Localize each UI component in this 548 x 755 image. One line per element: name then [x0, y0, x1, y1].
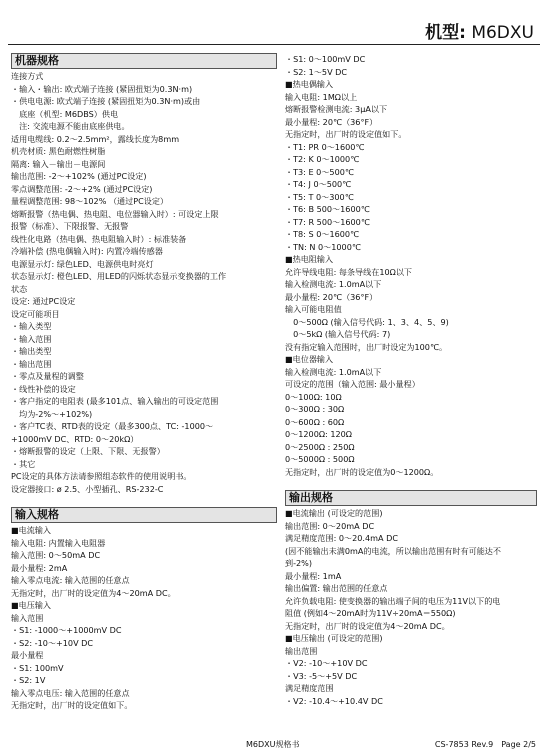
text-line: 0～600Ω : 60Ω [285, 416, 345, 427]
text-line: 0～1200Ω: 120Ω [285, 429, 352, 439]
text-line: ・客户指定的电阻表 (最多101点、输入输出的可设定范围 [11, 396, 219, 406]
text-line: ・T4: J 0～500℃ [285, 179, 352, 189]
text-line: 输入检测电流: 1.0mA以下 [285, 279, 382, 289]
text-line: 0～300Ω : 30Ω [285, 404, 345, 414]
text-line: ■电流输出 (可设定的范围) [285, 508, 383, 518]
model-label: 机型: [425, 23, 466, 43]
header-divider [8, 44, 540, 45]
spec-section-body [11, 70, 277, 495]
right-column [285, 53, 537, 707]
text-line: 适用电缆线: 0.2～2.5mm²，露线长度为8mm [11, 133, 180, 144]
text-line: 到-2%) [285, 558, 313, 568]
text-line: ・S1: 0～100mV DC [285, 54, 366, 64]
text-line: ・S2: -10～+10V DC [11, 637, 94, 648]
model-title [425, 18, 534, 43]
text-line: 线性化电路（热电偶、热电阻输入时）: 标准装备 [11, 233, 187, 244]
text-line: (因不能输出未满0mA的电流，所以输出范围有时有可能达不 [285, 545, 501, 556]
text-line: 最小量程: 1mA [285, 570, 342, 581]
text-line: 0～2500Ω : 250Ω [285, 441, 355, 452]
output-section-title: 输出规格 [285, 490, 537, 506]
text-line: 状态显示灯: 橙色LED、用LED的闪烁状态显示变换器的工作 [11, 271, 227, 281]
text-line: 零点调整范围: -2～+2% (通过PC设定) [11, 183, 153, 194]
text-line: 最小量程: 20℃（36°F） [285, 291, 378, 302]
text-line: 输出偏置: 输出范围的任意点 [285, 583, 388, 593]
text-line: 隔离: 输入－输出－电源间 [11, 158, 106, 169]
footer-doc-title: M6DXU规格书 [246, 740, 300, 749]
text-line: ・S1: -1000～+1000mV DC [11, 625, 122, 635]
text-line: 输入可能电阻值 [285, 304, 342, 314]
text-line: 输入零点电流: 输入范围的任意点 [11, 575, 130, 585]
text-line: ■电流输入 [11, 525, 52, 535]
text-line: 阻值 (例如4～20mA时为11V÷20mA＝550Ω) [285, 608, 456, 618]
text-line: 熔断报警（热电偶、热电阻、电位器输入时）: 可设定上限 [11, 208, 219, 219]
text-line: 最小量程 [11, 650, 44, 660]
input-section-title: 输入规格 [11, 507, 277, 523]
text-line: ・S2: 1～5V DC [285, 66, 348, 77]
text-line: ・熔断报警的设定（上限、下限、无报警） [11, 446, 165, 456]
text-line: ・V3: -5～+5V DC [285, 670, 358, 681]
text-line: 设定: 通过PC设定 [11, 296, 76, 306]
text-line: 允许负载电阻: 使变换器的输出端子间的电压为11V以下的电 [285, 595, 501, 606]
text-line: 设定器接口: ø 2.5、小型插孔、RS-232-C [11, 483, 164, 494]
text-line: ・T7: R 500～1600℃ [285, 216, 370, 227]
text-line: ■热电阻输入 [285, 254, 334, 264]
text-line: 0～5kΩ (输入信号代码: 7) [285, 329, 391, 339]
text-line: 设定可能项目 [11, 308, 60, 319]
text-line: ・零点及量程的调整 [11, 371, 84, 381]
text-line: ■热电偶输入 [285, 79, 334, 89]
text-line: ・输入类型 [11, 321, 52, 331]
text-line: 报警（标准）、下限报警、无报警 [11, 221, 129, 231]
text-line: 0～5000Ω : 500Ω [285, 454, 355, 464]
text-line: ・输入・输出: 欧式端子连接 (紧固扭矩为0.3N·m) [11, 83, 193, 94]
text-line: 输入范围 [11, 612, 44, 623]
input-section-body [11, 524, 277, 712]
text-line: 注: 交流电源不能由底座供电。 [11, 121, 130, 131]
text-line: 无指定时，出厂时的设定值为0～1200Ω。 [285, 466, 439, 477]
text-line: 无指定时，出厂时的设定值如下。 [285, 129, 407, 139]
text-line: 最小量程: 20℃（36°F） [285, 116, 378, 127]
text-line: 输入电阻: 1MΩ以上 [285, 91, 358, 102]
text-line: 0～500Ω (输入信号代码: 1、3、4、5、9) [285, 316, 449, 327]
spec-section-title: 机器规格 [11, 53, 277, 69]
text-line: ・输出类型 [11, 346, 52, 356]
text-line: ・线性补偿的设定 [11, 383, 76, 394]
footer-doc-ref: CS-7853 Rev.9 Page 2/5 [434, 740, 536, 749]
text-line: 0～100Ω: 10Ω [285, 391, 342, 402]
text-line: 熔断报警检测电流: 3μA以下 [285, 104, 388, 114]
text-line: 电源显示灯: 绿色LED、电源供电时亮灯 [11, 258, 154, 269]
text-line: 最小量程: 2mA [11, 562, 68, 573]
text-line: 输出范围 [285, 645, 318, 656]
text-line: ・T6: B 500～1600℃ [285, 204, 370, 214]
text-line: ・输入范围 [11, 333, 52, 344]
model-value: M6DXU [471, 23, 534, 43]
text-line: 输入电阻: 内置输入电阻器 [11, 537, 106, 548]
text-line: 量程调整范围: 98～102% （通过PC设定） [11, 196, 169, 206]
text-line: 允许导线电阻: 每条导线在10Ω以下 [285, 266, 413, 277]
text-line: ・V2: -10.4～+10.4V DC [285, 695, 383, 706]
text-line: +1000mV DC、RTD: 0～20kΩ） [11, 433, 139, 444]
text-line: ・S1: 100mV [11, 662, 64, 673]
text-line: 机壳材质: 黑色耐燃性树脂 [11, 146, 106, 156]
text-line: ・客户TC表、RTD表的设定（最多300点、TC: -1000～ [11, 421, 214, 431]
text-line: ・TN: N 0～1000℃ [285, 241, 361, 252]
output-section-body [285, 507, 537, 707]
section-gap [285, 478, 537, 490]
text-line: 输入检测电流: 1.0mA以下 [285, 366, 382, 377]
left-column [11, 53, 277, 712]
text-line: 冷端补偿 (热电偶输入时): 内置冷端传感器 [11, 246, 163, 256]
text-line: ・其它 [11, 458, 36, 469]
text-line: 输出范围: 0～20mA DC [285, 520, 375, 531]
input-continued-body [285, 53, 537, 478]
text-line: ・T1: PR 0～1600℃ [285, 141, 365, 152]
text-line: ・S2: 1V [11, 675, 46, 685]
page-footer [0, 739, 548, 751]
text-line: ・T8: S 0～1600℃ [285, 229, 360, 239]
text-line: 输入零点电压: 输入范围的任意点 [11, 687, 130, 698]
text-line: ・T5: T 0～300℃ [285, 191, 354, 202]
text-line: 无指定时，出厂时的设定值为4～20mA DC。 [285, 620, 450, 631]
text-line: ■电压输入 [11, 600, 52, 610]
text-line: ・T2: K 0～1000℃ [285, 154, 360, 164]
text-line: ・供电电源: 欧式端子连接 (紧固扭矩为0.3N·m)或由 [11, 96, 201, 106]
text-line: ■电压输出 (可设定的范围) [285, 633, 383, 643]
text-line: 连接方式 [11, 71, 44, 81]
text-line: 没有指定输入范围时，出厂时设定为100℃。 [285, 341, 448, 352]
text-line: 可设定的范围（输入范围: 最小量程） [285, 379, 420, 389]
text-line: ・输出范围 [11, 358, 52, 369]
text-line: 满足精度范围: 0～20.4mA DC [285, 533, 399, 543]
text-line: 输入范围: 0～50mA DC [11, 550, 101, 560]
text-line: 底座（机型: M6DBS）供电 [11, 108, 119, 119]
text-line: 状态 [11, 283, 28, 294]
text-line: 输出范围: -2～+102% (通过PC设定) [11, 171, 147, 181]
text-line: 无指定时，出厂时的设定值如下。 [11, 700, 133, 710]
text-line: ・V2: -10～+10V DC [285, 658, 368, 668]
text-line: 无指定时，出厂时的设定值为4～20mA DC。 [11, 587, 176, 598]
text-line: ・T3: E 0～500℃ [285, 166, 354, 177]
text-line: ■电位器输入 [285, 354, 334, 364]
text-line: PC设定的具体方法请参照组态软件的使用说明书。 [11, 471, 192, 481]
section-gap [11, 495, 277, 507]
text-line: 满足精度范围 [285, 683, 334, 693]
text-line: 均为-2%～+102%) [11, 408, 93, 419]
